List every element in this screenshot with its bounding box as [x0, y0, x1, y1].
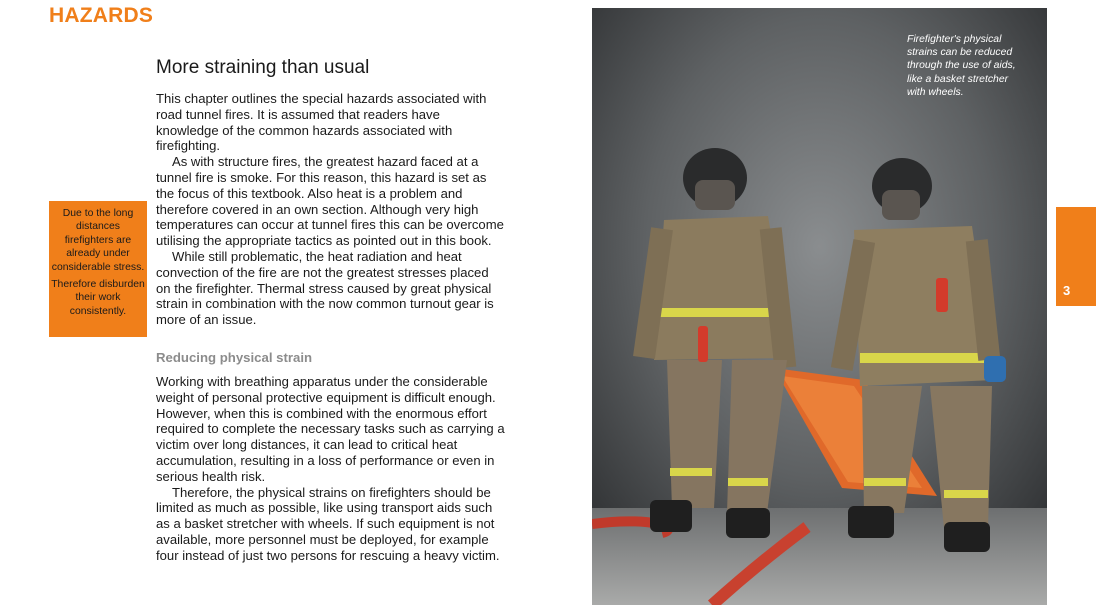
firefighters-photo — [592, 8, 1047, 605]
paragraph: While still problematic, the heat radiation and heat convection of the fire are not the greatest stresses placed on the firefighter. Thermal stress caused by great physical strain in combination with the now common turnout gear is more of an issue. — [156, 248, 494, 328]
paragraph: This chapter outlines the special hazards associated with road tunnel fires. It is assumed that readers have knowledge of the common hazards associated with firefighting. — [156, 91, 487, 154]
subheading: Reducing physical strain — [156, 350, 313, 365]
chapter-number: 3 — [1063, 283, 1071, 298]
photo-caption: Firefighter's physical strains can be reduced through the use of aids, like a basket stretcher with wheels. — [907, 34, 1016, 98]
section-title: HAZARDS — [49, 4, 154, 27]
page-heading: More straining than usual — [156, 57, 370, 78]
strain-text-block — [156, 374, 506, 564]
paragraph: Working with breathing apparatus under the considerable weight of personal protective equipment is difficult enough. However, when this is combined with the enormous effort required to complete the necessary tasks such as carrying a victim over long distances, it can lead to critical heat accumulation, resulting in a loss of performance or even in serious health risk. — [156, 374, 505, 484]
intro-text-block — [156, 91, 506, 328]
chapter-tab — [1056, 207, 1096, 306]
margin-note — [49, 201, 147, 337]
margin-note-text: Therefore disburden their work consistently. — [51, 279, 145, 317]
margin-note-text: Due to the long distances firefighters are already under considerable stress. — [51, 208, 145, 273]
paragraph: Therefore, the physical strains on firefighters should be limited as much as possible, like using transport aids such as a basket stretcher with wheels. If such equipment is not available, more personnel must be deployed, for example four instead of just two persons for rescuing a heavy victim. — [156, 484, 500, 563]
paragraph: As with structure fires, the greatest hazard faced at a tunnel fire is smoke. For this reason, this hazard is set as the focus of this textbook. Also heat is a problem and therefore covered in an own section. Although very high temperatures can occur at tunnel fires this can be overcome utilising the appropriate tactics as pointed out in this book. — [156, 154, 504, 249]
